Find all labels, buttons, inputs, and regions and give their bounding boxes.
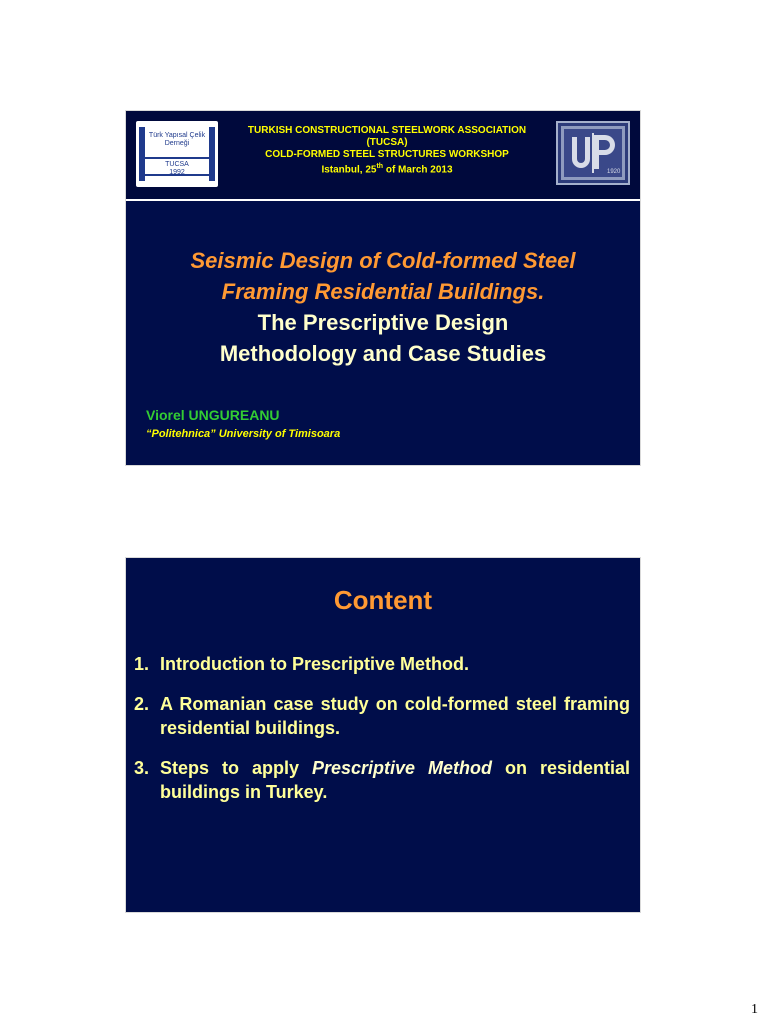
title-line-2: Framing Residential Buildings.: [221, 279, 545, 304]
logo-text-line4: 1992: [169, 169, 185, 176]
association-name: TURKISH CONSTRUCTIONAL STEELWORK ASSOCIATION: [247, 125, 527, 136]
item-number: 3.: [134, 758, 150, 778]
content-list: [134, 652, 630, 820]
logo-text-line1: Türk Yapısal Çelik: [148, 132, 206, 139]
title-slide: [125, 110, 641, 466]
title-line-1: Seismic Design of Cold-formed Steel: [190, 248, 576, 273]
slide-header: [126, 111, 640, 201]
logo-text-line2: Derneği: [164, 140, 190, 147]
tucsa-logo: [136, 121, 218, 187]
content-title: Content: [333, 585, 433, 615]
list-item: [134, 652, 630, 676]
item-emphasis: Prescriptive Method: [311, 758, 492, 778]
page-number: 1: [751, 1002, 758, 1017]
svg-text:1920: 1920: [607, 169, 621, 175]
workshop-date: Istanbul, 25th of March 2013: [321, 163, 453, 176]
subtitle-line-2: Methodology and Case Studies: [219, 341, 547, 366]
subtitle-line-1: The Prescriptive Design: [257, 310, 509, 335]
author-name: Viorel UNGUREANU: [146, 407, 280, 423]
item-text: Steps to apply Prescriptive Method on residential buildings in Turkey.: [160, 758, 630, 802]
association-acronym: (TUCSA): [366, 137, 408, 148]
item-number: 1.: [134, 654, 150, 674]
logo-text-line3: TUCSA: [165, 161, 189, 168]
content-slide: [125, 557, 641, 913]
presentation-subtitle: [126, 307, 640, 369]
upt-logo: [556, 121, 630, 185]
presentation-title: [126, 245, 640, 307]
author-affiliation: “Politehnica” University of Timisoara: [146, 428, 341, 440]
workshop-name: COLD-FORMED STEEL STRUCTURES WORKSHOP: [265, 149, 509, 160]
workshop-header: [226, 125, 548, 176]
list-item: [134, 692, 630, 740]
item-number: 2.: [134, 694, 150, 714]
item-text: A Romanian case study on cold-formed steel framing residential buildings.: [160, 694, 630, 738]
list-item: [134, 756, 630, 804]
item-text: Introduction to Prescriptive Method.: [160, 654, 470, 674]
